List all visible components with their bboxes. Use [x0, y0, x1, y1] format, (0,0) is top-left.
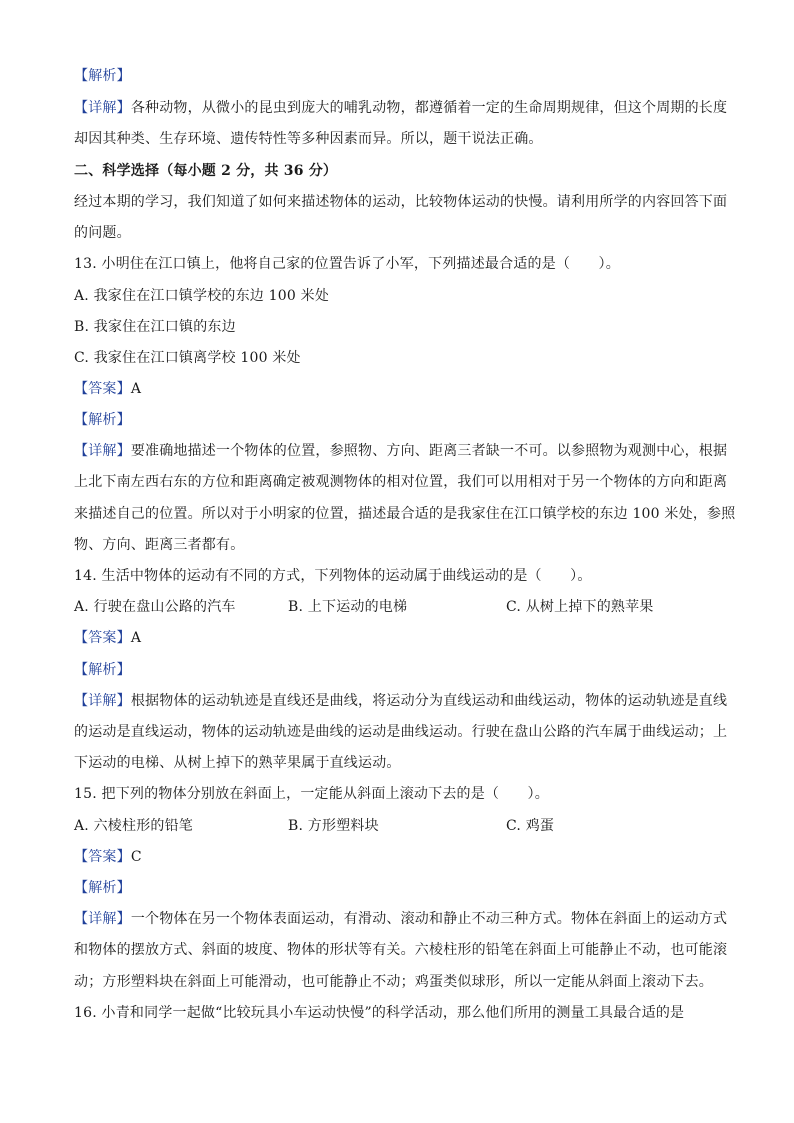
jiexi-tag: 【解析】 — [74, 412, 131, 428]
answer-value: C — [130, 849, 142, 865]
question-15-detail-line — [74, 910, 728, 928]
answer-value: A — [130, 381, 142, 397]
jiexi-tag: 【解析】 — [74, 68, 131, 84]
intro-line: 经过本期的学习，我们知道了如何来描述物体的运动，比较物体运动的快慢。请利用所学的内容回答下面 — [74, 194, 728, 210]
xiangjie-tag: 【详解】 — [74, 100, 131, 116]
question-13-option-b: B. 我家住在江口镇的东边 — [74, 319, 236, 335]
question-13-answer — [74, 380, 724, 398]
question-15-option-b: B. 方形塑料块 — [288, 818, 379, 834]
xiangjie-tag: 【详解】 — [74, 693, 131, 709]
detail-text: 一个物体在另一个物体表面运动，有滑动、滚动和静止不动三种方式。物体在斜面上的运动方式 — [130, 911, 728, 927]
question-14-option-b: B. 上下运动的电梯 — [288, 599, 408, 615]
question-15-answer — [74, 848, 724, 866]
xiangjie-tag: 【详解】 — [74, 443, 131, 459]
section-title: 二、科学选择（每小题 2 分，共 36 分） — [74, 163, 338, 179]
question-14-detail-line: 下运动的电梯、从树上掉下的熟苹果属于直线运动。 — [74, 755, 401, 771]
detail-paragraph-line — [74, 99, 728, 117]
question-14-option-c: C. 从树上掉下的熟苹果 — [506, 599, 654, 615]
answer-tag: 【答案】 — [74, 381, 131, 397]
question-13-option-a: A. 我家住在江口镇学校的东边 100 米处 — [74, 288, 330, 304]
question-14-analysis — [74, 661, 724, 679]
question-16-stem: 16. 小青和同学一起做“比较玩具小车运动快慢”的科学活动，那么他们所用的测量工具最合适的是 — [74, 1005, 685, 1021]
detail-text: 却因其种类、生存环境、遗传特性等多种因素而异。所以，题干说法正确。 — [74, 131, 543, 147]
answer-tag: 【答案】 — [74, 630, 131, 646]
question-13-detail-line — [74, 442, 728, 460]
question-13-detail-line: 来描述自己的位置。所以对于小明家的位置，描述最合适的是我家住在江口镇学校的东边 100 米处，参照 — [74, 506, 736, 522]
question-14-detail-line — [74, 692, 728, 710]
question-13-analysis — [74, 411, 724, 429]
question-15-analysis — [74, 879, 724, 897]
question-14-stem: 14. 生活中物体的运动有不同的方式，下列物体的运动属于曲线运动的是（ ）。 — [74, 568, 592, 584]
xiangjie-tag: 【详解】 — [74, 911, 131, 927]
question-15-detail-line: 和物体的摆放方式、斜面的坡度、物体的形状等有关。六棱柱形的铅笔在斜面上可能静止不动，也可能滚 — [74, 942, 728, 958]
question-15-option-a: A. 六棱柱形的铅笔 — [74, 818, 194, 834]
question-13-stem: 13. 小明住在江口镇上，他将自己家的位置告诉了小军，下列描述最合适的是（ ）。 — [74, 256, 620, 272]
question-14-option-a: A. 行驶在盘山公路的汽车 — [74, 599, 236, 615]
detail-text: 各种动物，从微小的昆虫到庞大的哺乳动物，都遵循着一定的生命周期规律，但这个周期的长度 — [130, 100, 728, 116]
detail-text: 要准确地描述一个物体的位置，参照物、方向、距离三者缺一不可。以参照物为观测中心，根据 — [130, 443, 728, 459]
question-15-option-c: C. 鸡蛋 — [506, 818, 555, 834]
jiexi-tag: 【解析】 — [74, 880, 131, 896]
intro-line: 的问题。 — [74, 225, 131, 241]
answer-value: A — [130, 630, 142, 646]
question-13-detail-line: 物、方向、距离三者都有。 — [74, 537, 245, 553]
question-14-answer — [74, 629, 724, 647]
question-13-option-c: C. 我家住在江口镇离学校 100 米处 — [74, 350, 301, 366]
question-15-detail-line: 动；方形塑料块在斜面上可能滑动，也可能静止不动；鸡蛋类似球形，所以一定能从斜面上滚动下去。 — [74, 974, 713, 990]
answer-tag: 【答案】 — [74, 849, 131, 865]
detail-text: 根据物体的运动轨迹是直线还是曲线，将运动分为直线运动和曲线运动，物体的运动轨迹是直线 — [130, 693, 728, 709]
jiexi-tag: 【解析】 — [74, 662, 131, 678]
question-15-stem: 15. 把下列的物体分别放在斜面上，一定能从斜面上滚动下去的是（ ）。 — [74, 786, 549, 802]
analysis-heading — [74, 67, 724, 85]
question-14-detail-line: 的运动是直线运动，物体的运动轨迹是曲线的运动是曲线运动。行驶在盘山公路的汽车属于曲线运动；上 — [74, 724, 728, 740]
question-13-detail-line: 上北下南左西右东的方位和距离确定被观测物体的相对位置，我们可以用相对于另一个物体的方向和距离 — [74, 474, 728, 490]
detail-paragraph-line — [74, 130, 724, 148]
